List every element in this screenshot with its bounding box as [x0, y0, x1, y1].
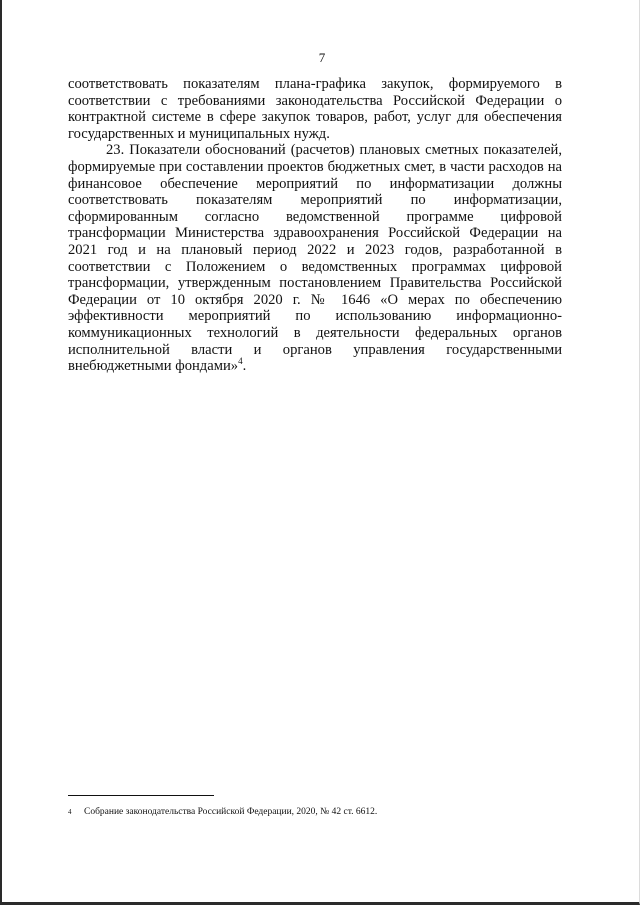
paragraph-item-23: 23. Показатели обоснований (расчетов) плановых сметных показателей, формируемые при составлении проектов бюджетных смет, в части расходов на финансовое обеспечение мероприятий по информатизации должны соответствовать показателям мероприятий по информатизации, сформированным согласно ведомственной программе цифровой трансформации Министерства здравоохранения Российской Федерации на 2021 год и на плановый период 2022 и 2023 годов, разработанной в соответствии с Положением о ведомственных программах цифровой трансформации, утвержденным постановлением Правительства Российской Федерации от 10 октября 2020 г. № 1646 «О мерах по обеспечению эффективности мероприятий по использованию информационно-коммуникационных технологий в деятельности федеральных органов исполнительной власти и органов управления государственными внебюджетными фондами»$^4$.: [68, 142, 562, 375]
footnote-mark: 4: [68, 808, 72, 816]
footnote-divider: [68, 795, 214, 796]
paragraph-continuation: [68, 76, 562, 142]
footnote-text: Собрание законодательства Российской Федерации, 2020, № 42 ст. 6612.: [84, 807, 378, 817]
footnote: [68, 806, 562, 818]
paragraph-text: 23. Показатели обоснований (расчетов) плановых сметных показателей, формируемые при составлении проектов бюджетных смет, в части расходов на финансовое обеспечение мероприятий по информатизации должны соответствовать показателям мероприятий по информатизации, сформированным согласно ведомственной программе цифровой трансформации Министерства здравоохранения Российской Федерации на 2021 год и на плановый период 2022 и 2023 годов, разработанной в соответствии с Положением о ведомственных программах цифровой трансформации, утвержденным постановлением Правительства Российской Федерации от 10 октября 2020 г. № 1646 «О мерах по обеспечению эффективности мероприятий по использованию информационно-коммуникационных технологий в деятельности федеральных органов исполнительной власти и органов управления государственными внебюджетными фондами»: [68, 142, 562, 375]
footnote-reference[interactable]: 4: [238, 356, 243, 367]
body-text: [68, 76, 562, 375]
page-number: 7: [318, 50, 326, 65]
paragraph-text: соответствовать показателям плана-графика закупок, формируемого в соответствии с требованиями законодательства Российской Федерации о контрактной системе в сфере закупок товаров, работ, услуг для обеспечения государственных и муниципальных нужд.: [68, 76, 562, 142]
